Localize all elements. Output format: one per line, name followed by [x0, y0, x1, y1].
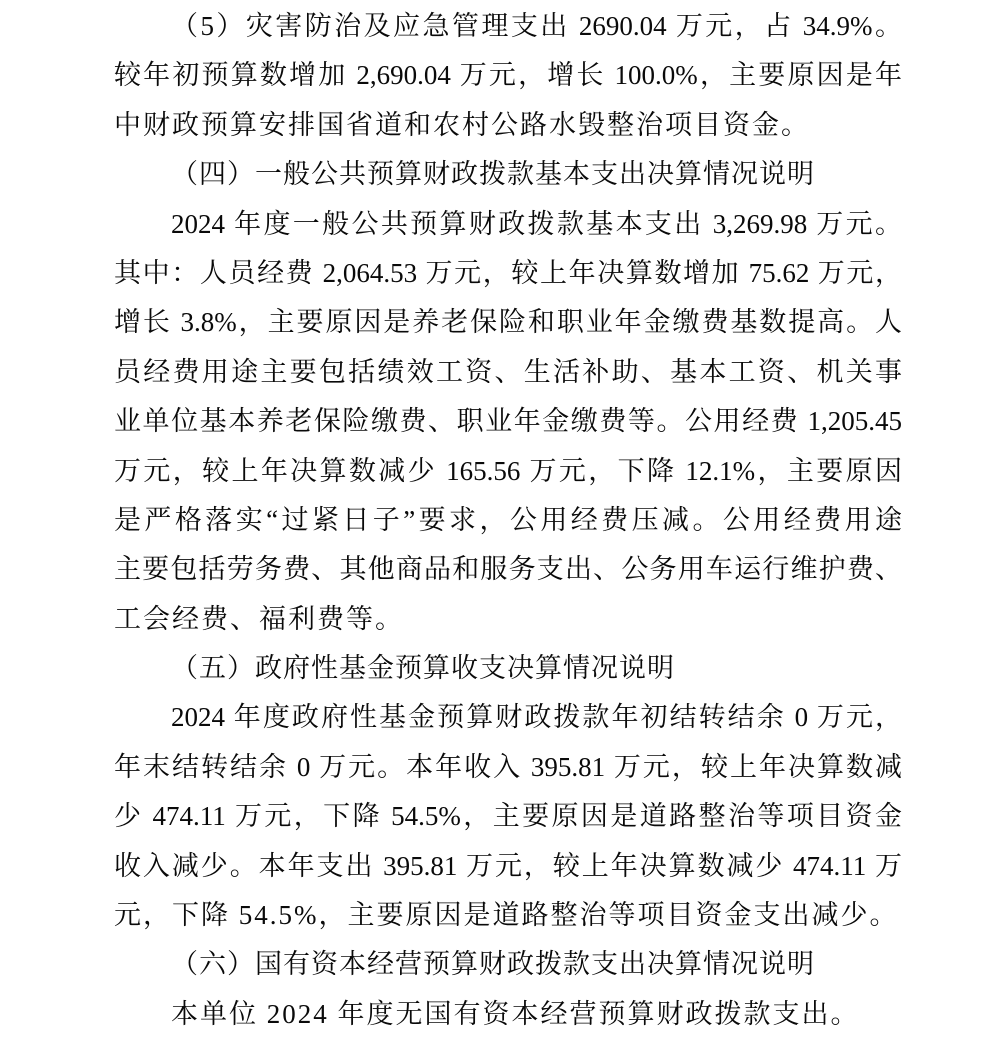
body-line: 中财政预算安排国省道和农村公路水毁整治项目资金。: [114, 109, 810, 140]
section-heading: （五）政府性基金预算收支决算情况说明: [171, 653, 675, 684]
body-line: 年末结转结余 0 万元。本年收入 395.81 万元，较上年决算数减: [114, 751, 902, 782]
section-heading: （六）国有资本经营预算财政拨款支出决算情况说明: [171, 949, 815, 980]
body-line: 业单位基本养老保险缴费、职业年金缴费等。公用经费 1,205.45: [114, 406, 902, 437]
body-line: 主要包括劳务费、其他商品和服务支出、公务用车运行维护费、: [114, 554, 902, 585]
body-line: 元，下降 54.5%，主要原因是道路整治等项目资金支出减少。: [114, 900, 899, 931]
body-line: 收入减少。本年支出 395.81 万元，较上年决算数减少 474.11 万: [114, 850, 902, 881]
body-line: 少 474.11 万元，下降 54.5%，主要原因是道路整治等项目资金: [114, 801, 902, 832]
body-line: 本单位 2024 年度无国有资本经营预算财政拨款支出。: [171, 998, 860, 1029]
body-line: 是严格落实“过紧日子”要求，公用经费压减。公用经费用途: [114, 504, 902, 535]
body-line: 2024 年度政府性基金预算财政拨款年初结转结余 0 万元，: [171, 702, 902, 733]
body-line: 增长 3.8%，主要原因是养老保险和职业年金缴费基数提高。人: [114, 307, 902, 338]
body-line: 万元，较上年决算数减少 165.56 万元，下降 12.1%，主要原因: [114, 455, 902, 486]
body-line: 较年初预算数增加 2,690.04 万元，增长 100.0%，主要原因是年: [114, 60, 902, 91]
body-line: 员经费用途主要包括绩效工资、生活补助、基本工资、机关事: [114, 356, 902, 387]
section-heading: （四）一般公共预算财政拨款基本支出决算情况说明: [171, 159, 815, 190]
body-line: 其中：人员经费 2,064.53 万元，较上年决算数增加 75.62 万元，: [114, 257, 902, 288]
body-line: （5）灾害防治及应急管理支出 2690.04 万元，占 34.9%。: [171, 11, 902, 41]
body-line: 2024 年度一般公共预算财政拨款基本支出 3,269.98 万元。: [171, 208, 902, 239]
body-line: 工会经费、福利费等。: [114, 603, 404, 634]
